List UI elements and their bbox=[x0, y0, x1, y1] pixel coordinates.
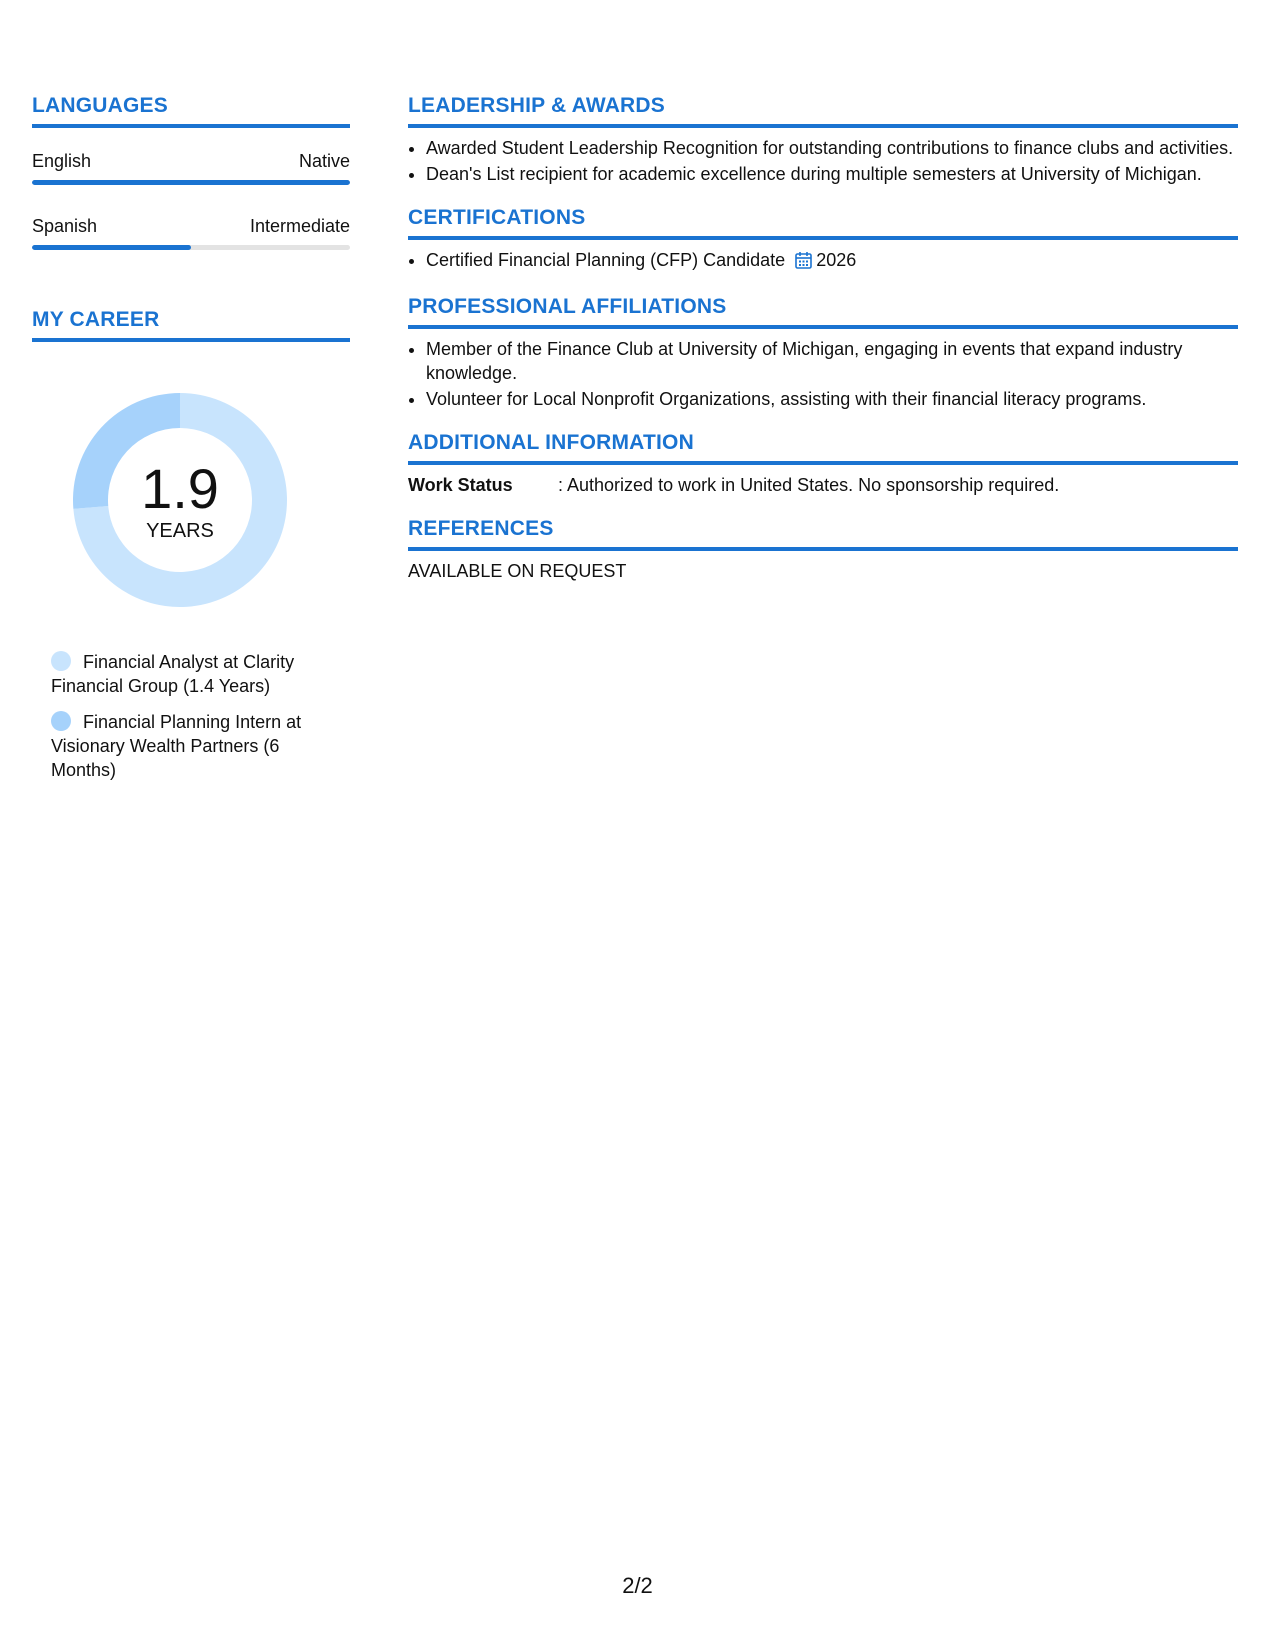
certification-year: 2026 bbox=[816, 250, 857, 270]
language-proficiency-fill bbox=[32, 180, 350, 185]
work-status-row bbox=[408, 473, 1238, 497]
legend-label: Financial Analyst at Clarity Financial Group (1.4 Years) bbox=[51, 652, 295, 696]
references-section bbox=[408, 517, 1238, 583]
language-item bbox=[32, 215, 350, 250]
legend-swatch bbox=[51, 711, 71, 731]
work-status-label: Work Status bbox=[408, 475, 513, 495]
work-status-value: : Authorized to work in United States. No sponsorship required. bbox=[558, 475, 1060, 495]
list-item: • Awarded Student Leadership Recognition for outstanding contributions to finance clubs and activities. bbox=[426, 136, 1238, 160]
page-number: 2/2 bbox=[622, 1573, 653, 1598]
right-column bbox=[408, 94, 1238, 603]
career-donut-chart bbox=[66, 386, 294, 614]
list-item bbox=[426, 248, 1238, 275]
language-item bbox=[32, 150, 350, 185]
legend-label: Financial Planning Intern at Visionary Wealth Partners (6 Months) bbox=[51, 712, 302, 780]
list-item: • Dean's List recipient for academic excellence during multiple semesters at University of Michigan. bbox=[426, 162, 1238, 186]
career-section bbox=[32, 308, 350, 782]
leadership-list bbox=[408, 136, 1238, 186]
affiliations-section bbox=[408, 295, 1238, 411]
leadership-section bbox=[408, 94, 1238, 186]
language-name: English bbox=[32, 151, 92, 171]
calendar-icon bbox=[795, 251, 812, 275]
leadership-title: LEADERSHIP & AWARDS bbox=[408, 94, 1238, 128]
left-column bbox=[32, 94, 350, 794]
career-legend bbox=[51, 650, 321, 782]
list-item: • Volunteer for Local Nonprofit Organizations, assisting with their financial literacy programs. bbox=[426, 387, 1238, 411]
legend-item bbox=[51, 650, 321, 698]
additional-info-title: ADDITIONAL INFORMATION bbox=[408, 431, 1238, 465]
donut-center-label bbox=[66, 457, 294, 542]
language-name: Spanish bbox=[32, 216, 98, 236]
career-total-unit: YEARS bbox=[146, 520, 214, 542]
languages-section bbox=[32, 94, 350, 250]
legend-item bbox=[51, 710, 321, 782]
language-proficiency-fill bbox=[32, 245, 191, 250]
certification-name: Certified Financial Planning (CFP) Candidate bbox=[426, 250, 786, 270]
certifications-list bbox=[408, 248, 1238, 275]
languages-title: LANGUAGES bbox=[32, 94, 350, 128]
language-level: Native bbox=[298, 151, 350, 171]
certifications-section bbox=[408, 206, 1238, 275]
list-item: • Member of the Finance Club at University of Michigan, engaging in events that expand industry knowledge. bbox=[426, 337, 1238, 385]
legend-swatch bbox=[51, 651, 71, 671]
language-level: Intermediate bbox=[249, 216, 350, 236]
additional-info-section bbox=[408, 431, 1238, 497]
career-title: MY CAREER bbox=[32, 308, 350, 342]
affiliations-title: PROFESSIONAL AFFILIATIONS bbox=[408, 295, 1238, 329]
references-text: AVAILABLE ON REQUEST bbox=[408, 561, 627, 581]
language-proficiency-bar bbox=[32, 245, 350, 250]
language-proficiency-bar bbox=[32, 180, 350, 185]
certifications-title: CERTIFICATIONS bbox=[408, 206, 1238, 240]
career-total-value: 1.9 bbox=[141, 457, 219, 520]
affiliations-list bbox=[408, 337, 1238, 411]
references-title: REFERENCES bbox=[408, 517, 1238, 551]
